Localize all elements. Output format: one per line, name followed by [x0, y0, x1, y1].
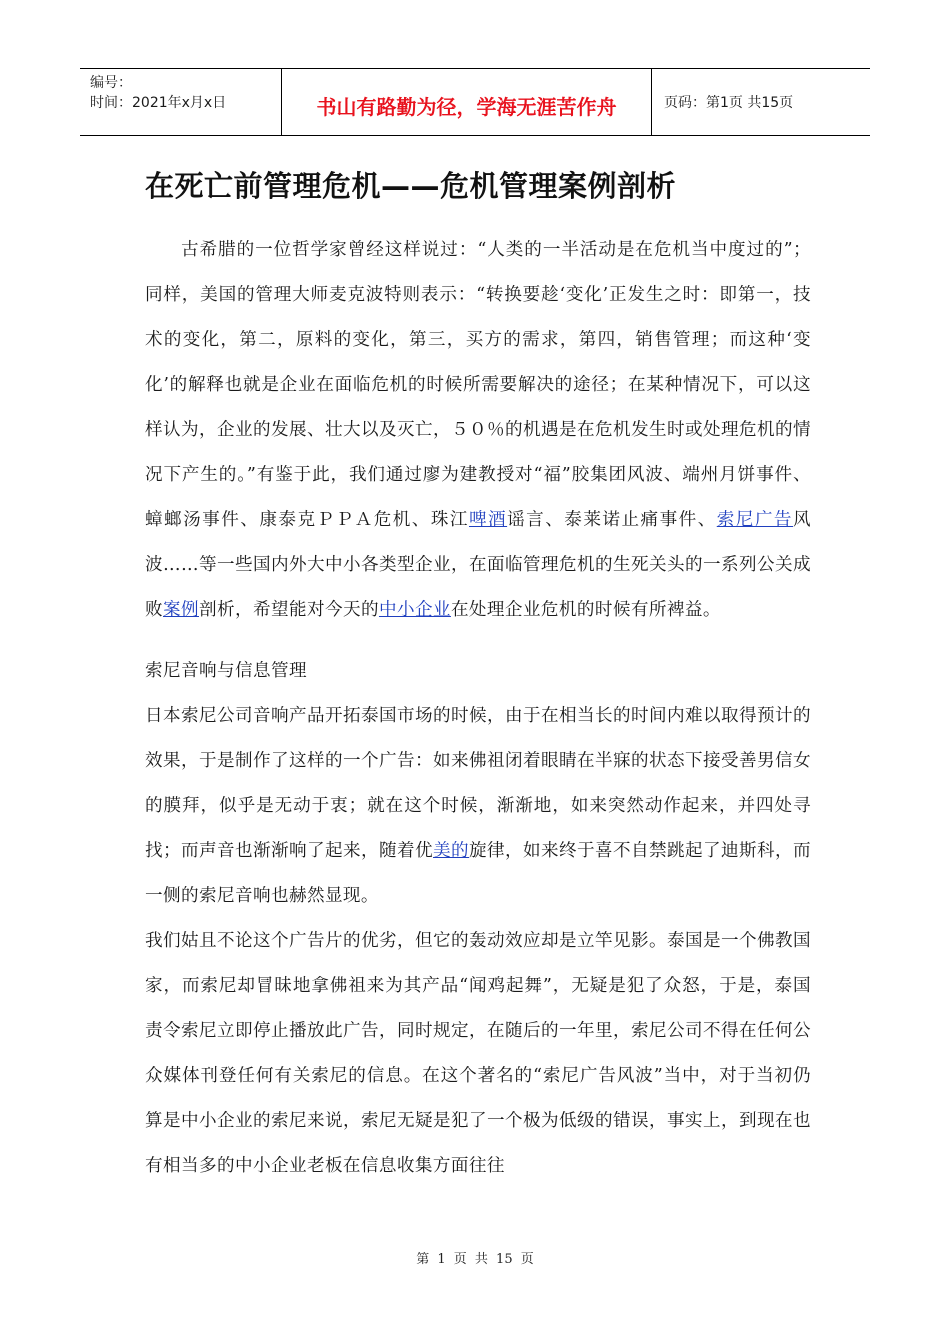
intro-text-3: 风波……等一些国内外大中小各类型企业，在面临管理危机的生死关头的一系列公关成败 [145, 510, 811, 620]
page-footer: 第 1 页 共 15 页 [416, 1252, 534, 1267]
sony-text-2: 旋律，如来终于喜不自禁跳起了迪斯科，而一侧的索尼音响也赫然显现。 [145, 841, 811, 906]
header-meta [80, 69, 282, 135]
header-page-info: 页码：第1页 共15页 [664, 95, 794, 111]
page-header [80, 68, 870, 136]
sony-text-1: 日本索尼公司音响产品开拓泰国市场的时候，由于在相当长的时间内难以取得预计的效果，于是制作了这样的一个广告：如来佛祖闭着眼睛在半寐的状态下接受善男信女的膜拜，似乎是无动于衷；就在这个时候，渐渐地，如来突然动作起来，并四处寻找；而声音也渐渐响了起来，随着优 [145, 706, 811, 861]
sony-paragraph [145, 694, 811, 919]
intro-text-5: 在处理企业危机的时候有所裨益。 [450, 600, 721, 620]
document-number-label: 编号： [90, 75, 132, 91]
document-body [145, 228, 811, 1189]
analysis-paragraph: 我们姑且不论这个广告片的优劣，但它的轰动效应却是立竿见影。泰国是一个佛教国家，而索尼却冒昧地拿佛祖来为其产品“闻鸡起舞”，无疑是犯了众怒，于是，泰国责令索尼立即停止播放此广告，同时规定，在随后的一年里，索尼公司不得在任何公众媒体刊登任何有关索尼的信息。在这个著名的“索尼广告风波”当中，对于当初仍算是中小企业的索尼来说，索尼无疑是犯了一个极为低级的错误，事实上，到现在也有相当多的中小企业老板在信息收集方面往往 [145, 931, 811, 1176]
intro-paragraph [145, 228, 811, 633]
document-time-label: 时间：2021年x月x日 [90, 95, 227, 111]
link-beautiful[interactable]: 美的 [433, 841, 469, 861]
header-motto: 书山有路勤为径，学海无涯苦作舟 [282, 69, 652, 135]
intro-text-4: 剖析，希望能对今天的 [199, 600, 379, 620]
intro-text-1: 古希腊的一位哲学家曾经这样说过：“人类的一半活动是在危机当中度过的”；同样，美国的管理大师麦克波特则表示：“转换要趁‘变化’正发生之时：即第一，技术的变化，第二，原料的变化，第三，买方的需求，第四，销售管理；而这种‘变化’的解释也就是企业在面临危机的时候所需要解决的途径；在某种情况下，可以这样认为，企业的发展、壮大以及灭亡，５０％的机遇是在危机发生时或处理危机的情况下产生的。”有鉴于此，我们通过廖为建教授对“福”胶集团风波、端州月饼事件、蟑螂汤事件、康泰克ＰＰＡ危机、珠江 [145, 240, 811, 530]
document-title: 在死亡前管理危机——危机管理案例剖析 [145, 169, 677, 203]
section-heading: 索尼音响与信息管理 [145, 661, 307, 681]
link-beer[interactable]: 啤酒 [468, 510, 508, 530]
link-sme[interactable]: 中小企业 [378, 600, 451, 620]
link-sony-ad[interactable]: 索尼广告 [716, 510, 793, 530]
link-case[interactable]: 案例 [163, 600, 199, 620]
intro-text-2: 谣言、泰莱诺止痛事件、 [507, 510, 717, 530]
